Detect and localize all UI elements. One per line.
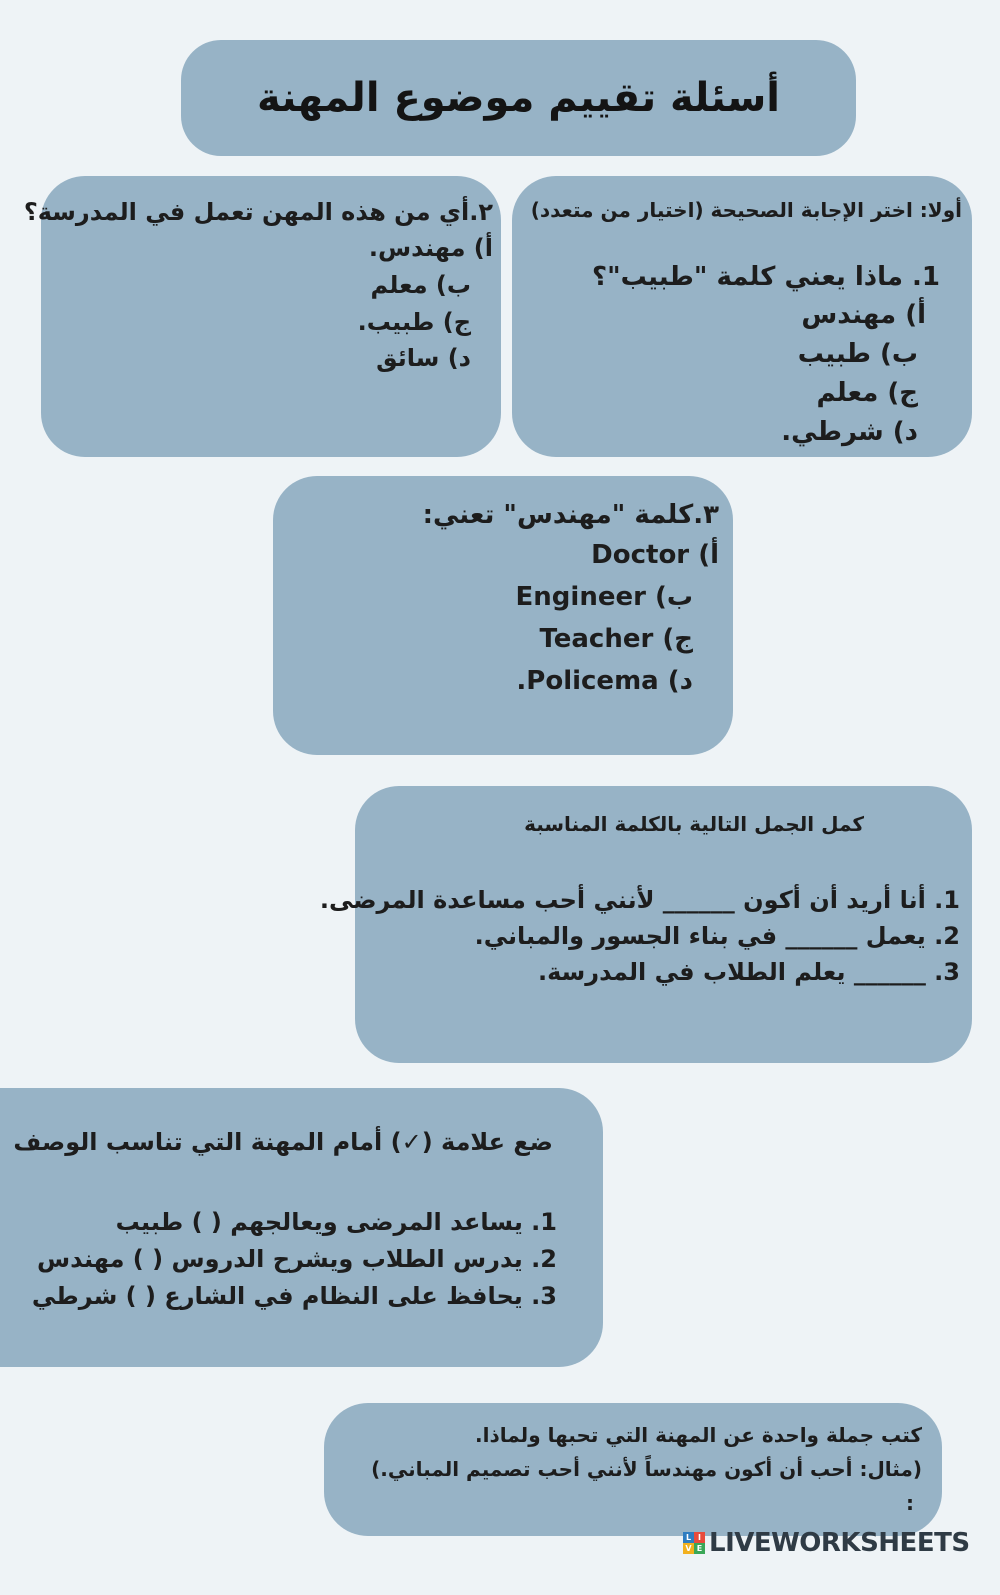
question-2-card	[23, 176, 501, 457]
question-1-option-b: ب) طبيب	[797, 339, 918, 369]
question-2-option-b: ب) معلم	[370, 271, 471, 299]
question-2-option-c: ج) طبيب.	[357, 308, 471, 336]
question-3-option-d: د) Policema.	[516, 666, 693, 696]
title-card	[181, 40, 856, 156]
write-sentence-card	[324, 1403, 942, 1536]
liveworksheets-logo-text: LIVEWORKSHEETS	[709, 1528, 970, 1558]
question-1-text: 1. ماذا يعني كلمة "طبيب"؟	[592, 262, 940, 292]
question-1-card	[512, 176, 972, 457]
fill-blanks-item-1: 1. أنا أريد أن أكون ______ لأنني أحب مساعدة المرضى.	[319, 886, 960, 914]
fill-blanks-heading: كمل الجمل التالية بالكلمة المناسبة	[524, 812, 864, 836]
tick-mark-item-2: 2. يدرس الطلاب ويشرح الدروس ( ) مهندس	[36, 1245, 557, 1273]
page-title: أسئلة تقييم موضوع المهنة	[257, 75, 781, 121]
write-sentence-heading: كتب جملة واحدة عن المهنة التي تحبها ولماذا.	[475, 1423, 922, 1447]
tick-mark-item-1: 1. يساعد المرضى ويعالجهم ( ) طبيب	[115, 1208, 557, 1236]
liveworksheets-logo-icon: L I V E	[683, 1532, 705, 1554]
tick-mark-item-3: 3. يحافظ على النظام في الشارع ( ) شرطي	[31, 1282, 557, 1310]
tick-mark-heading: ضع علامة (✓) أمام المهنة التي تناسب الوصف	[13, 1128, 553, 1156]
liveworksheets-logo	[683, 1528, 970, 1558]
question-2-text: ٢.أي من هذه المهن تعمل في المدرسة؟	[23, 198, 493, 226]
question-2-option-d: د) سائق	[376, 344, 471, 372]
tick-mark-card	[0, 1088, 603, 1367]
section-1-heading: أولا: اختر الإجابة الصحيحة (اختيار من متعدد)	[530, 198, 962, 222]
question-2-option-a: أ) مهندس.	[368, 234, 493, 262]
fill-blanks-card	[319, 786, 972, 1063]
write-sentence-answer-prompt: :	[906, 1491, 914, 1515]
question-3-card	[273, 476, 733, 755]
fill-blanks-item-2: 2. يعمل ______ في بناء الجسور والمباني.	[474, 922, 960, 950]
write-sentence-example: (مثال: أحب أن أكون مهندساً لأنني أحب تصميم المباني.)	[371, 1457, 922, 1481]
question-3-option-c: ج) Teacher	[539, 624, 693, 654]
question-3-text: ٣.كلمة "مهندس" تعني:	[422, 500, 719, 530]
question-1-option-a: أ) مهندس	[801, 300, 926, 330]
question-3-option-a: أ) Doctor	[591, 540, 719, 570]
question-3-option-b: ب) Engineer	[515, 582, 693, 612]
question-1-option-d: د) شرطي.	[781, 417, 918, 447]
fill-blanks-item-3: 3. ______ يعلم الطلاب في المدرسة.	[537, 958, 960, 986]
question-1-option-c: ج) معلم	[816, 378, 918, 408]
